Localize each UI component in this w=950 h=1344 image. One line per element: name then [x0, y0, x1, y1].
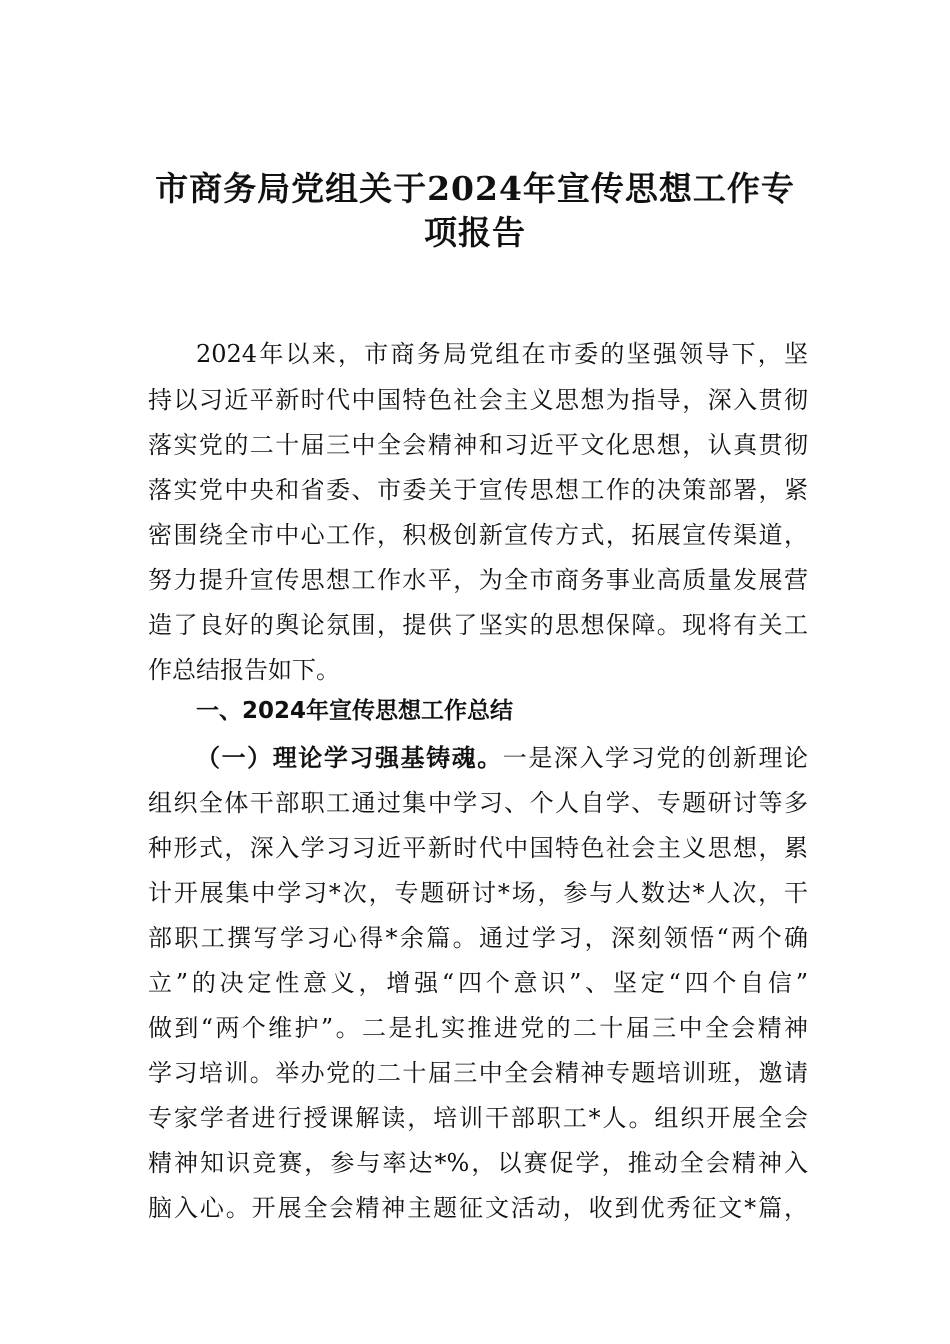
subsection-paragraph-line: 学习培训。举办党的二十届三中全会精神专题培训班，邀请: [148, 1059, 808, 1087]
document-title-line-2: 项报告: [424, 213, 526, 252]
subsection-paragraph-line: 专家学者进行授课解读，培训干部职工*人。组织开展全会: [148, 1104, 808, 1132]
intro-paragraph-line: 落实党的二十届三中全会精神和习近平文化思想，认真贯彻: [148, 431, 808, 459]
subsection-first-text: 一是深入学习党的创新理论: [502, 744, 809, 772]
intro-paragraph-line: 作总结报告如下。: [148, 656, 340, 684]
subsection-label: （一）理论学习强基铸魂。: [196, 743, 503, 772]
section-heading: 一、2024年宣传思想工作总结: [196, 698, 514, 724]
subsection-paragraph-line: 做到“两个维护”。二是扎实推进党的二十届三中全会精神: [148, 1014, 808, 1042]
subsection-paragraph-line: 组织全体干部职工通过集中学习、个人自学、专题研讨等多: [148, 789, 808, 817]
intro-paragraph-line: 努力提升宣传思想工作水平，为全市商务事业高质量发展营: [148, 566, 808, 594]
subsection-paragraph-line: 立”的决定性意义，增强“四个意识”、坚定“四个自信”: [148, 969, 808, 997]
intro-paragraph-line: 2024年以来，市商务局党组在市委的坚强领导下，坚: [196, 340, 808, 368]
intro-paragraph-line: 持以习近平新时代中国特色社会主义思想为指导，深入贯彻: [148, 386, 808, 414]
subsection-paragraph-line: 种形式，深入学习习近平新时代中国特色社会主义思想，累: [148, 834, 808, 862]
subsection-paragraph-line: 部职工撰写学习心得*余篇。通过学习，深刻领悟“两个确: [148, 924, 808, 952]
document-title-line-1: 市商务局党组关于2024年宣传思想工作专: [155, 169, 795, 208]
subsection-first-line: [196, 738, 808, 773]
intro-paragraph-line: 造了良好的舆论氛围，提供了坚实的思想保障。现将有关工: [148, 611, 808, 639]
intro-paragraph-line: 落实党中央和省委、市委关于宣传思想工作的决策部署，紧: [148, 476, 808, 504]
subsection-paragraph-line: 计开展集中学习*次，专题研讨*场，参与人数达*人次，干: [148, 879, 808, 907]
subsection-paragraph-line: 脑入心。开展全会精神主题征文活动，收到优秀征文*篇，: [148, 1194, 808, 1222]
intro-paragraph-line: 密围绕全市中心工作，积极创新宣传方式，拓展宣传渠道，: [148, 521, 808, 549]
subsection-paragraph-line: 精神知识竞赛，参与率达*%，以赛促学，推动全会精神入: [148, 1149, 808, 1177]
